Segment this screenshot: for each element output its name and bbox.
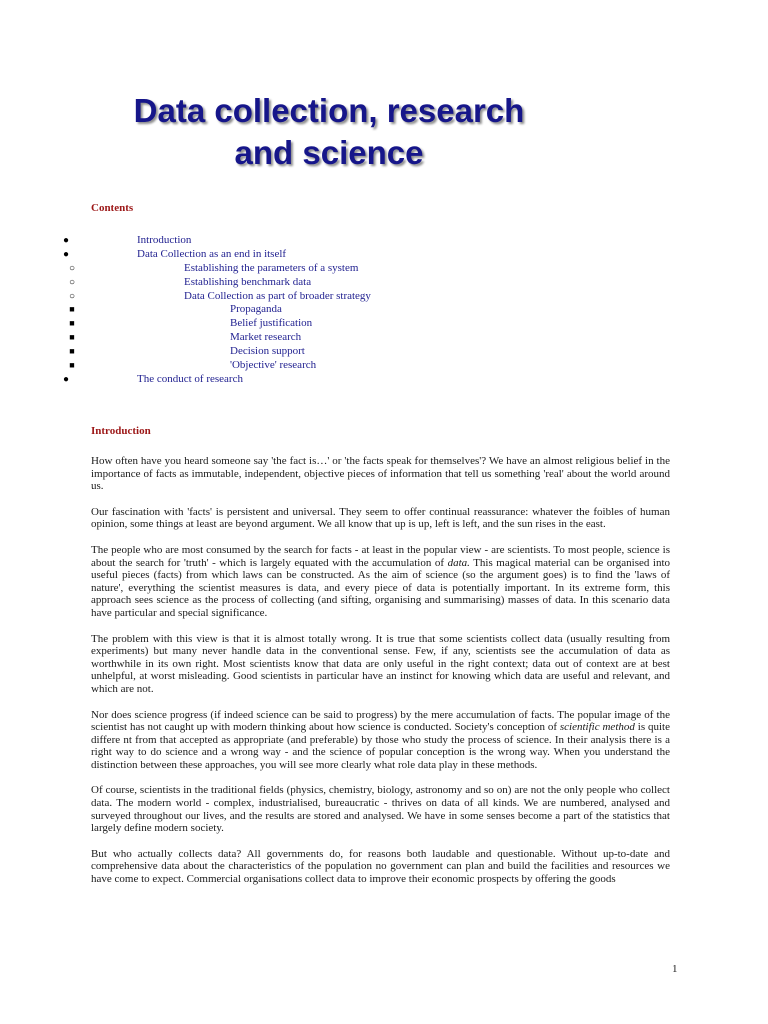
- toc-item[interactable]: [0, 234, 768, 248]
- paragraph-5-part-b: is quite differe nt from that accepted as appropriate (and preferable) by those who study the process of science. In their analysis there is a right way to do science and a wrong way - and the science of popular conception is the wrong way. When you understand the distinction between these approaches, you will see more clearly what role data play in these methods.: [91, 721, 670, 771]
- bullet-icon: ●: [62, 248, 70, 260]
- toc-item-label[interactable]: Propaganda: [230, 303, 282, 316]
- toc-item-label[interactable]: Establishing the parameters of a system: [184, 261, 359, 274]
- paragraph-3: [91, 544, 670, 620]
- toc-item[interactable]: [0, 345, 768, 359]
- toc-item-label[interactable]: Establishing benchmark data: [184, 275, 312, 288]
- toc-item[interactable]: [0, 331, 768, 345]
- toc-item[interactable]: [0, 262, 768, 276]
- bullet-icon: ■: [69, 346, 75, 357]
- table-of-contents: [0, 234, 768, 387]
- toc-item[interactable]: [0, 359, 768, 373]
- bullet-icon: ■: [69, 360, 75, 371]
- paragraph-3-part-b: This magical material can be organised into useful pieces (facts) from which laws can be constructed. As the aim of science (so the argument goes) is to find the 'laws of nature', everything the scientist measures is data, and every piece of data is potentially important. In its extreme form, this approach sees science as the process of collecting (and sifting, organising and summarising) masses of data. In this scenario data have particular and special significance.: [91, 556, 670, 619]
- toc-item[interactable]: [0, 317, 768, 331]
- toc-item-label[interactable]: Belief justification: [230, 317, 313, 330]
- bullet-icon: ○: [68, 262, 76, 274]
- bullet-icon: ○: [68, 276, 76, 288]
- paragraph-5: [91, 709, 670, 772]
- toc-item-label[interactable]: The conduct of research: [137, 372, 243, 385]
- bullet-icon: ●: [62, 235, 70, 246]
- bullet-icon: ●: [62, 373, 70, 385]
- introduction-heading: Introduction: [91, 425, 151, 437]
- paragraph-7: But who actually collects data? All governments do, for reasons both laudable and questionable. Without up-to-date and comprehensive data about the characteristics of the population no government can plan and build the facilities and resources we have come to expect. Commercial organisations collect data to improve their economic prospects by offering the goods: [91, 847, 670, 886]
- paragraph-5-part-a: Nor does science progress (if indeed science can be said to progress) by the mere accumulation of facts. The popular image of the scientist has not caught up with modern thinking about how science is conducted. Society's conception of: [91, 708, 670, 734]
- paragraph-1: How often have you heard someone say 'the fact is…' or 'the facts speak for themselves'? We have an almost religious belief in the importance of facts as immutable, independent, objective pieces of information that tell us something 'real' about the world around us.: [91, 455, 670, 493]
- document-title-line2: and science: [234, 134, 424, 171]
- paragraph-3-emphasis: data.: [447, 556, 470, 569]
- bullet-icon: ■: [69, 332, 75, 343]
- toc-item-label[interactable]: Introduction: [137, 234, 192, 246]
- contents-heading: Contents: [91, 202, 134, 214]
- toc-item[interactable]: [0, 373, 768, 387]
- paragraph-5-emphasis: scientific method: [559, 721, 635, 734]
- paragraph-4: The problem with this view is that it is almost totally wrong. It is true that some scientists collect data (usually resulting from experiments) but many never handle data in the conventional sense. Few, if any, scientists see the accumulation of data as worthwhile in its own right. Most scientists know that data are only useful in the right context; data out of context are at best unhelpful, at worst misleading. Good scientists in particular have an instinct for knowing which data are useful and relevant, and which are not.: [91, 632, 670, 695]
- paragraph-2: Our fascination with 'facts' is persistent and universal. They seem to offer continual reassurance: whatever the foibles of human opinion, some things at least are beyond argument. We all know that up is up, left is left, and the sun rises in the east.: [91, 505, 670, 531]
- toc-item-label[interactable]: Data Collection as part of broader strategy: [184, 289, 371, 302]
- toc-item[interactable]: [0, 303, 768, 317]
- toc-item-label[interactable]: Data Collection as an end in itself: [137, 247, 287, 260]
- body-text: [91, 455, 670, 899]
- toc-item-label[interactable]: 'Objective' research: [230, 359, 317, 372]
- bullet-icon: ■: [69, 304, 75, 315]
- page-number: 1: [672, 963, 678, 975]
- toc-item[interactable]: [0, 290, 768, 304]
- toc-item-label[interactable]: Decision support: [230, 345, 305, 358]
- toc-item[interactable]: [0, 248, 768, 262]
- paragraph-6: Of course, scientists in the traditional fields (physics, chemistry, biology, astronomy and so on) are not the only people who collect data. The modern world - complex, industrialised, bureaucratic - thrives on data of all kinds. We are numbered, analysed and surveyed throughout our lives, and the results are stored and analysed. We have in some senses become a part of the statistics that largely define modern society.: [91, 784, 670, 835]
- toc-item[interactable]: [0, 276, 768, 290]
- paragraph-3-part-a: The people who are most consumed by the search for facts - at least in the popular view - are scientists. To most people, science is about the search for 'truth' - which is largely equated with the accumulation of: [91, 543, 670, 569]
- bullet-icon: ○: [68, 290, 76, 302]
- bullet-icon: ■: [69, 318, 75, 329]
- document-title-line1: Data collection, research: [133, 92, 525, 129]
- toc-item-label[interactable]: Market research: [230, 331, 302, 344]
